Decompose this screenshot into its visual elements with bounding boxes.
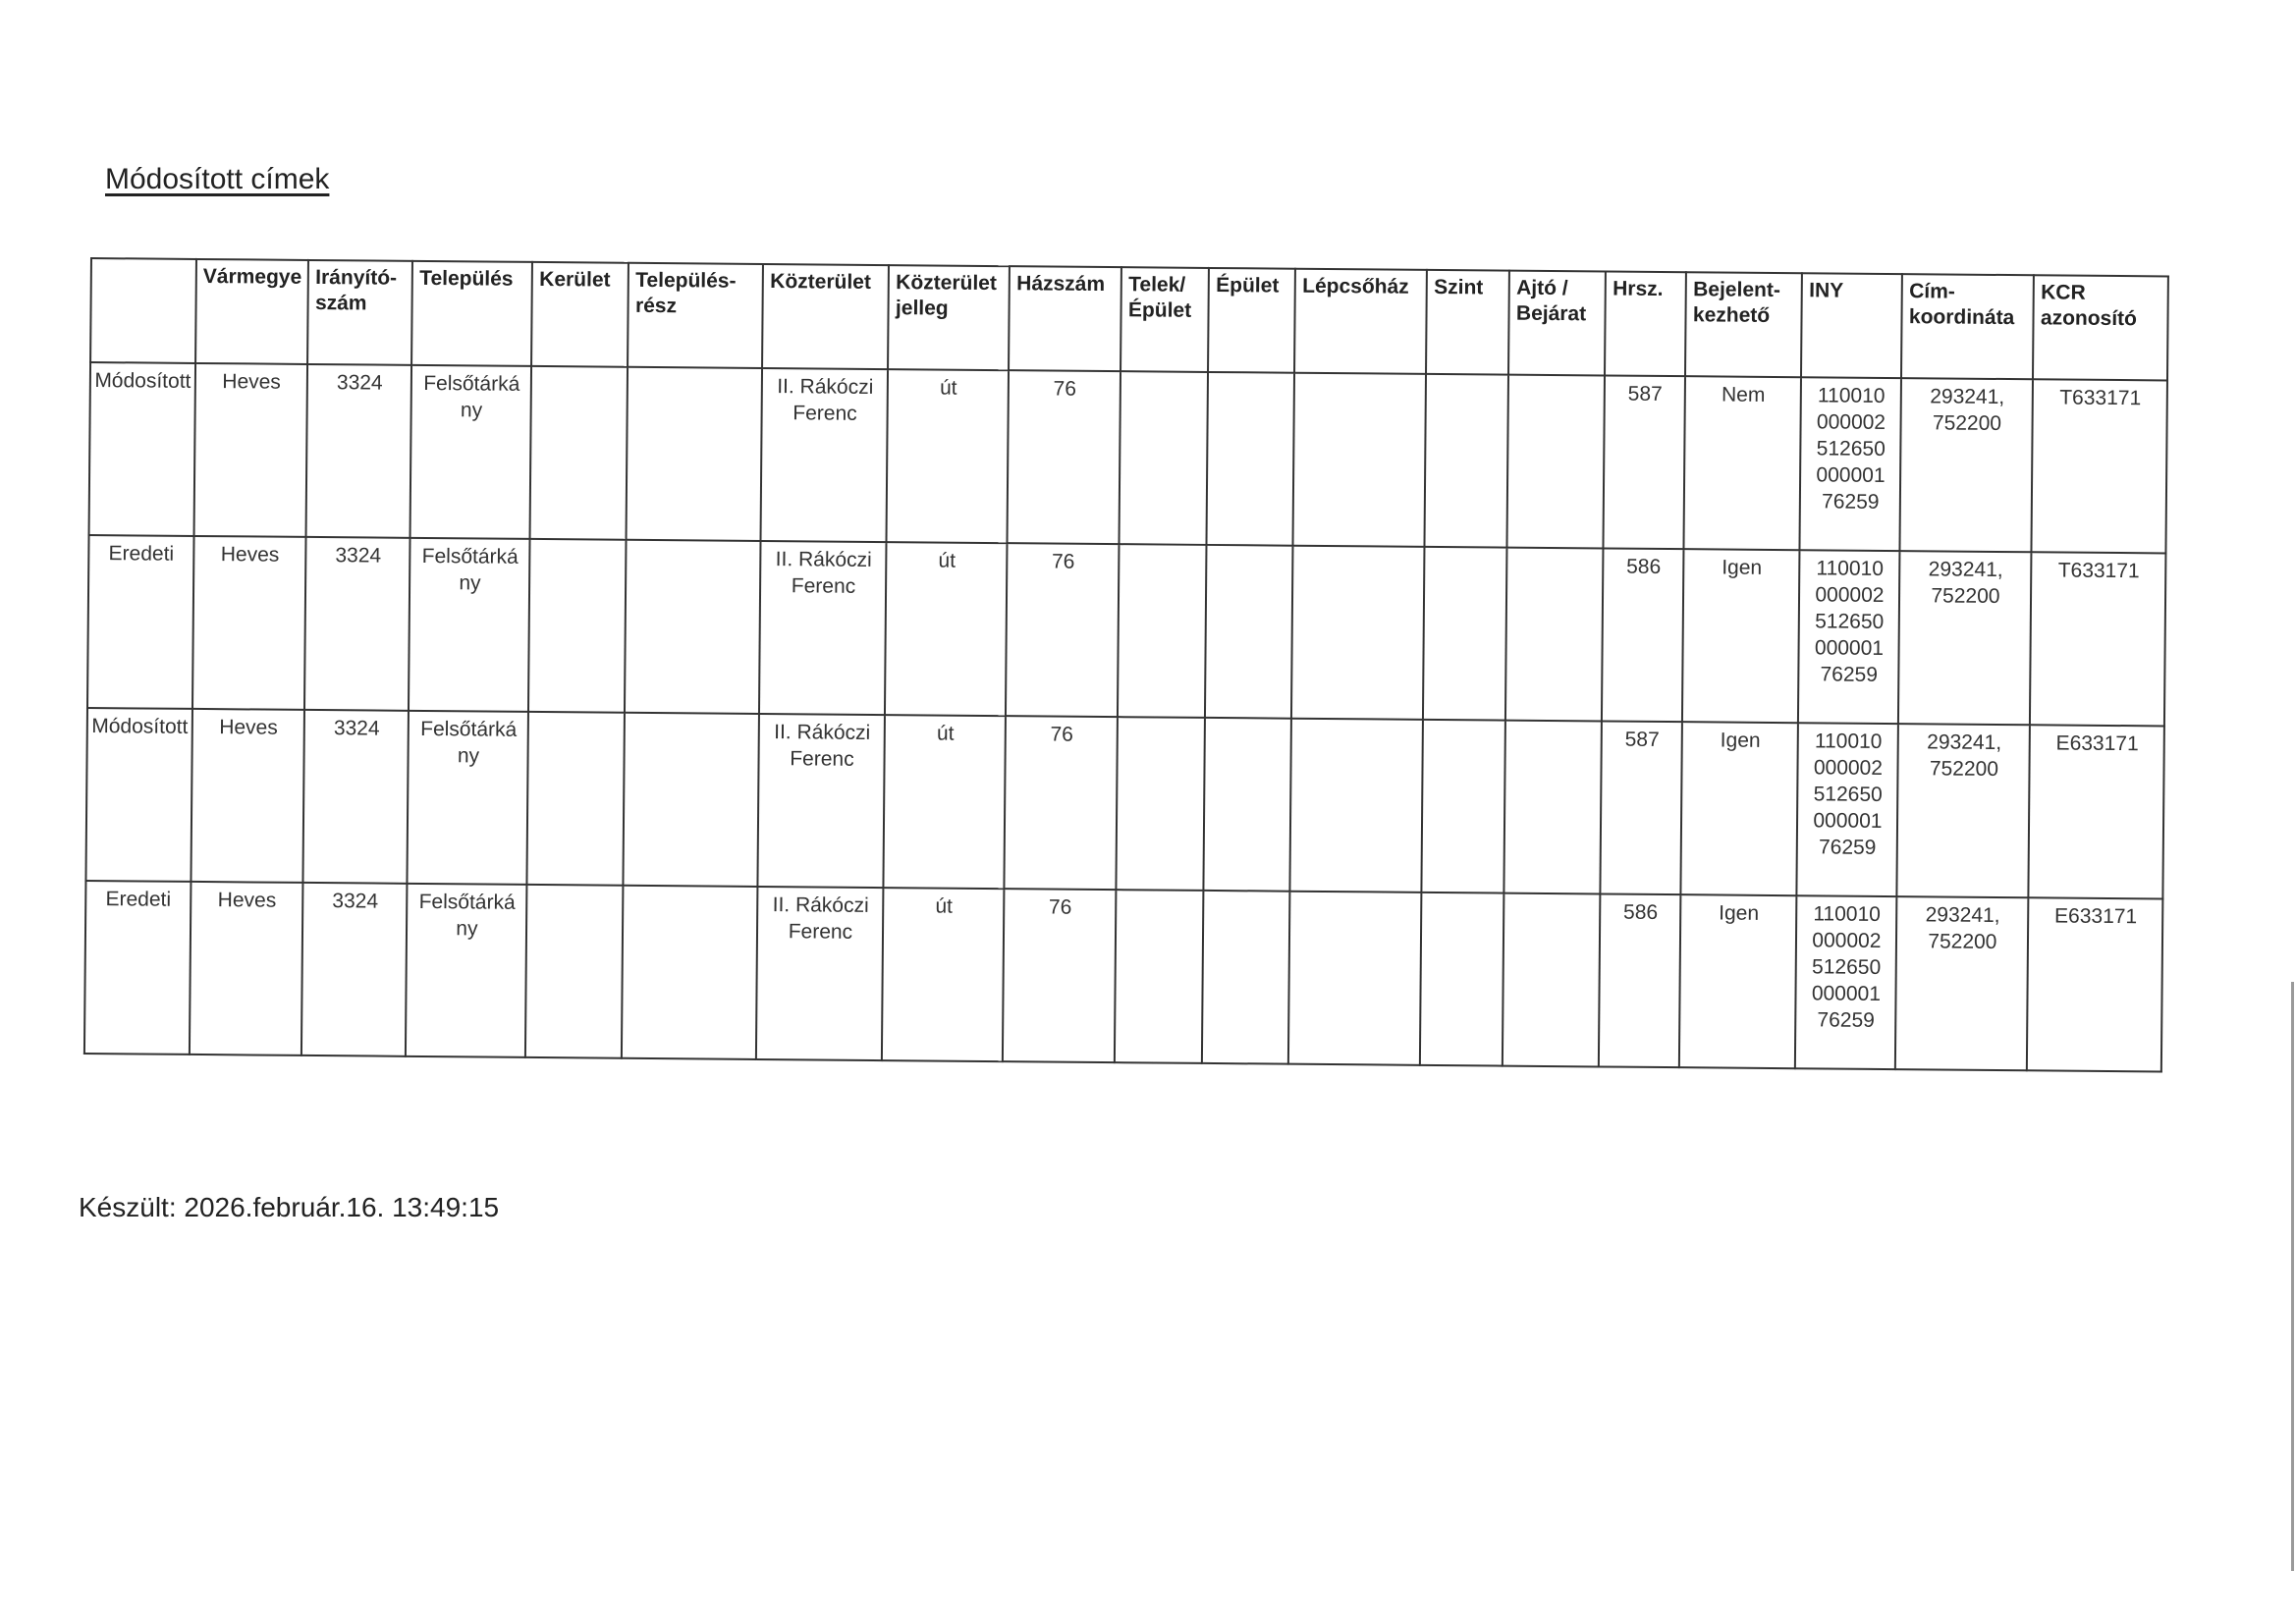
cell-iranyitoszam: 3324 bbox=[306, 364, 412, 538]
cell-bejelentheto: Igen bbox=[1681, 722, 1799, 895]
cell-szint bbox=[1420, 893, 1504, 1066]
cell-varmegye: Heves bbox=[192, 536, 306, 710]
cell-cimkoordinata: 293241, 752200 bbox=[1900, 378, 2034, 552]
cell-hrsz: 586 bbox=[1599, 893, 1681, 1067]
col-header-kozterulet: Közterület bbox=[762, 264, 889, 369]
cell-cimkoordinata: 293241, 752200 bbox=[1895, 896, 2029, 1070]
cell-epulet bbox=[1205, 545, 1293, 719]
cell-ajto bbox=[1503, 893, 1601, 1067]
cell-telepulesresz bbox=[625, 540, 761, 714]
col-header-cimkoordinata: Cím-koordináta bbox=[1901, 274, 2034, 379]
cell-telek-epulet bbox=[1115, 890, 1204, 1063]
col-header-lepcsohaz: Lépcsőház bbox=[1294, 269, 1427, 374]
cell-epulet bbox=[1204, 718, 1292, 892]
cell-type: Eredeti bbox=[87, 535, 194, 709]
col-header-telek-epulet: Telek/ Épület bbox=[1121, 267, 1209, 372]
col-header-telepules: Település bbox=[411, 261, 532, 366]
col-header-epulet: Épület bbox=[1208, 268, 1295, 373]
cell-kerulet bbox=[525, 885, 624, 1058]
col-header-kozterulet-jelleg: Közterület jelleg bbox=[888, 265, 1010, 370]
addresses-table bbox=[83, 257, 2169, 1072]
cell-hrsz: 587 bbox=[1604, 375, 1686, 549]
cell-iny: 11001000000251265000000176259 bbox=[1800, 377, 1902, 551]
col-header-telepulesresz: Település-rész bbox=[628, 263, 763, 368]
col-header-hazszam: Házszám bbox=[1009, 266, 1121, 371]
cell-kozterulet-jelleg: út bbox=[884, 715, 1007, 889]
cell-hrsz: 587 bbox=[1601, 721, 1683, 894]
cell-ajto bbox=[1505, 548, 1604, 722]
cell-type: Módosított bbox=[89, 362, 196, 536]
addresses-table-wrapper bbox=[83, 257, 2169, 1072]
cell-type: Eredeti bbox=[84, 881, 191, 1055]
cell-kozterulet-jelleg: út bbox=[882, 888, 1005, 1061]
cell-telek-epulet bbox=[1120, 371, 1209, 545]
cell-kozterulet: II. Rákóczi Ferenc bbox=[758, 714, 886, 888]
scan-edge-line bbox=[2291, 982, 2294, 1571]
cell-kcr: T633171 bbox=[2032, 379, 2168, 553]
cell-telepules: Felsőtárkány bbox=[409, 538, 530, 712]
cell-lepcsohaz bbox=[1288, 892, 1422, 1065]
cell-hazszam: 76 bbox=[1005, 716, 1119, 890]
cell-kozterulet: II. Rákóczi Ferenc bbox=[759, 541, 887, 715]
cell-szint bbox=[1425, 374, 1509, 548]
table-header-row bbox=[90, 258, 2168, 380]
cell-varmegye: Heves bbox=[191, 709, 304, 883]
cell-type: Módosított bbox=[85, 708, 192, 882]
cell-iny: 11001000000251265000000176259 bbox=[1798, 550, 1900, 724]
cell-telepulesresz bbox=[627, 367, 763, 541]
cell-telepules: Felsőtárkány bbox=[410, 365, 532, 539]
cell-telepules: Felsőtárkány bbox=[406, 884, 527, 1057]
col-header-kcr: KCR azonosító bbox=[2033, 275, 2168, 380]
cell-varmegye: Heves bbox=[194, 363, 308, 537]
col-header-kerulet: Kerület bbox=[531, 262, 629, 367]
table-row bbox=[84, 881, 2163, 1071]
cell-iranyitoszam: 3324 bbox=[303, 710, 410, 884]
cell-szint bbox=[1423, 547, 1507, 721]
cell-bejelentheto: Igen bbox=[1679, 894, 1797, 1068]
cell-epulet bbox=[1202, 891, 1290, 1064]
cell-lepcsohaz bbox=[1290, 719, 1424, 893]
cell-hazszam: 76 bbox=[1006, 543, 1120, 717]
cell-epulet bbox=[1207, 372, 1295, 546]
cell-iny: 11001000000251265000000176259 bbox=[1795, 895, 1897, 1069]
cell-telek-epulet bbox=[1118, 544, 1207, 718]
cell-iranyitoszam: 3324 bbox=[301, 883, 408, 1056]
cell-bejelentheto: Igen bbox=[1682, 549, 1800, 723]
cell-cimkoordinata: 293241, 752200 bbox=[1898, 551, 2032, 725]
cell-telepulesresz bbox=[624, 713, 760, 887]
page-title: Módosított címek bbox=[105, 163, 330, 195]
col-header-iranyitoszam: Irányító-szám bbox=[307, 260, 412, 365]
table-row bbox=[89, 362, 2168, 553]
cell-hrsz: 586 bbox=[1602, 548, 1684, 722]
cell-cimkoordinata: 293241, 752200 bbox=[1897, 724, 2031, 897]
col-header-hrsz: Hrsz. bbox=[1605, 271, 1686, 376]
cell-hazszam: 76 bbox=[1008, 370, 1121, 544]
cell-szint bbox=[1422, 720, 1506, 893]
cell-kozterulet-jelleg: út bbox=[885, 542, 1008, 716]
col-header-ajto: Ajtó / Bejárat bbox=[1508, 271, 1606, 376]
table-row bbox=[87, 535, 2166, 726]
cell-iny: 11001000000251265000000176259 bbox=[1797, 723, 1899, 896]
cell-lepcsohaz bbox=[1293, 373, 1427, 547]
col-header-bejelentheto: Bejelent-kezhető bbox=[1685, 272, 1802, 377]
cell-ajto bbox=[1507, 375, 1606, 549]
cell-kerulet bbox=[528, 539, 627, 713]
cell-telepules: Felsőtárkány bbox=[408, 711, 529, 885]
cell-lepcsohaz bbox=[1291, 546, 1425, 720]
generated-timestamp: Készült: 2026.február.16. 13:49:15 bbox=[79, 1192, 500, 1222]
cell-hazszam: 76 bbox=[1003, 889, 1117, 1062]
col-header-varmegye: Vármegye bbox=[195, 259, 308, 364]
cell-iranyitoszam: 3324 bbox=[304, 537, 410, 711]
cell-varmegye: Heves bbox=[190, 882, 303, 1055]
cell-kerulet bbox=[530, 366, 629, 540]
cell-telepulesresz bbox=[622, 886, 758, 1059]
cell-kerulet bbox=[527, 712, 626, 886]
cell-bejelentheto: Nem bbox=[1684, 376, 1802, 550]
col-header-type bbox=[90, 258, 196, 363]
cell-ajto bbox=[1504, 721, 1603, 894]
col-header-iny: INY bbox=[1801, 273, 1902, 378]
table-row bbox=[85, 708, 2164, 898]
cell-telek-epulet bbox=[1117, 717, 1206, 891]
cell-kozterulet: II. Rákóczi Ferenc bbox=[761, 368, 889, 542]
cell-kcr: E633171 bbox=[2029, 725, 2165, 898]
cell-kcr: T633171 bbox=[2030, 552, 2166, 726]
cell-kcr: E633171 bbox=[2027, 897, 2163, 1071]
cell-kozterulet-jelleg: út bbox=[887, 369, 1010, 543]
col-header-szint: Szint bbox=[1426, 270, 1509, 375]
cell-kozterulet: II. Rákóczi Ferenc bbox=[756, 887, 884, 1060]
